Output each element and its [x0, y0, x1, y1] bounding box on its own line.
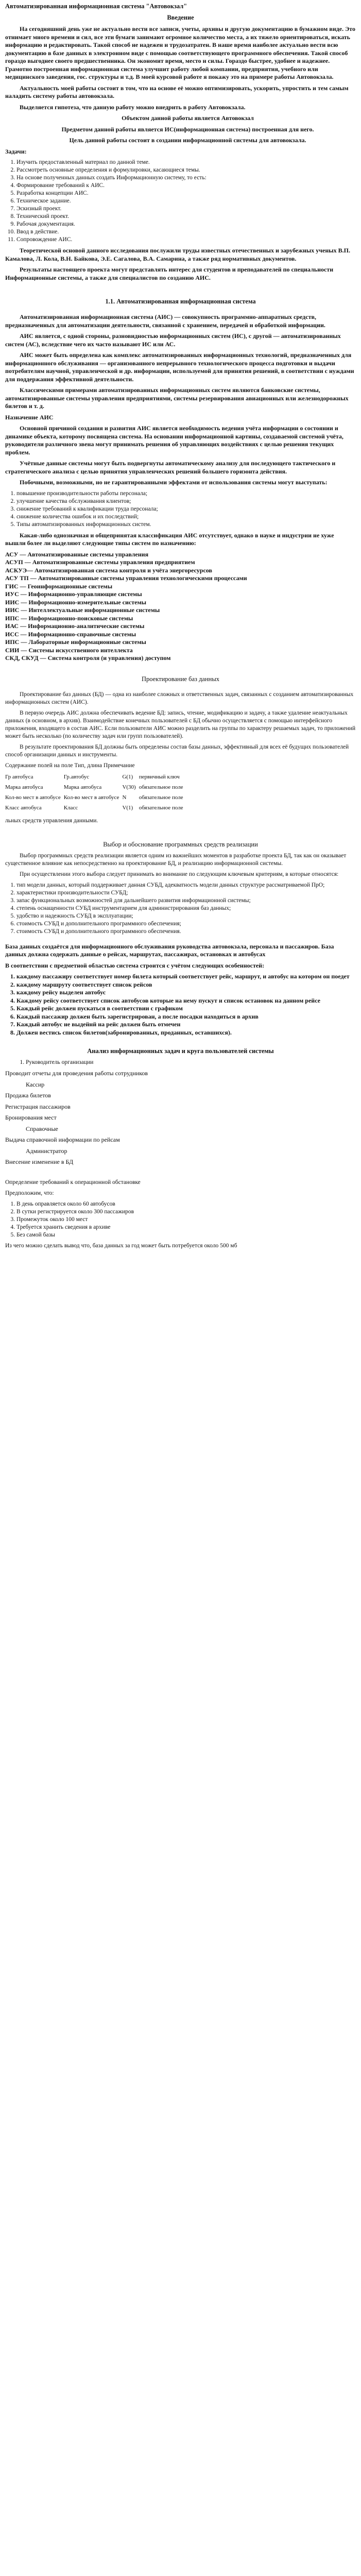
list-item: 4. снижение количества ошибок и их последствий; [16, 513, 356, 521]
list-item: 8. Технический проект. [16, 213, 356, 221]
list-item: 1. Руководитель организации [26, 1059, 356, 1066]
base-paragraph-1: База данных создаётся для информационного обслуживания руководства автовокзала, персонала и пассажиров. База данных должна содержать данные о рейсах, маршрутах, пассажирах, остановках и автобусах [5, 942, 334, 958]
list-item: 3. На основе полученных данных создать Информационную систему, то есть: [16, 174, 356, 182]
list-item: ГИС — Геоинформационные системы [5, 582, 113, 590]
list-item: 1. тип модели данных, который поддерживает данная СУБД, адекватность модели данных структуре рассматриваемой ПрО; [16, 882, 356, 889]
tasks-list [5, 159, 356, 244]
users-list [5, 1070, 356, 1166]
list-item: АСКУЭ— Автоматизированная система контроля и учёта энергоресурсов [5, 566, 212, 574]
list-item: 1. каждому пассажиру соответствует номер билета который соответствует рейс, маршрут, и автобус на котором он поедет [16, 973, 356, 981]
list-item: 2. каждому маршруту соответствует список рейсов [16, 981, 356, 989]
purpose-label: Назначение АИС [5, 413, 54, 421]
list-item: 1. повышение производительности работы персонала; [16, 490, 356, 498]
ais-paragraph-1: Автоматизированная информационная система (АИС) — совокупность программно-аппаратных средств, предназначенных для автоматизации деятельности, связанной с хранением, передачей и обработкой информации. [5, 313, 325, 329]
list-item: 10. Ввод в действие. [16, 228, 356, 236]
db-paragraph-1: Проектирование баз данных (БД) — одна из наиболее сложных и ответственных задач, связанных с созданием автоматизированных информационных систем (АИС). [5, 691, 354, 705]
list-item: 3. Промежуток около 100 мест [16, 1216, 356, 1224]
ais-paragraph-4: Классическими примерами автоматизированных информационных систем являются банковские системы, автоматизированные системы управления предприятиями, системы резервирования авиационных или железнодорожных билетов и т. д. [5, 386, 349, 410]
document-page [0, 0, 361, 1257]
list-item: 5. Без самой базы [16, 1231, 356, 1239]
intro-object: Объектом данной работы является Автовокзал [122, 114, 254, 122]
software-paragraph-2: При осуществлении этого выбора следует принимать во внимание по следующим ключевым критериям, в которые относятся: [20, 871, 339, 877]
list-item: АСУ ТП — Автоматизированные системы управления технологическими процессами [5, 574, 247, 582]
purpose-paragraph-1: Основной причиной создания и развития АИС является необходимость ведения учёта информации о состоянии и динамике объекта, которому посвящена система. На основании информационной картины, создаваемой системой учёта, руководители различного звена могут принимать решения об управляющих воздействиях с целью решения текущих проблем. [5, 425, 343, 456]
list-item: 1. Изучить предоставленный материал по данной теме. [16, 159, 356, 166]
list-item: 6. стоимость СУБД и дополнительного программного обеспечения; [16, 920, 356, 928]
list-item: ИУС — Информационно-управляющие системы [5, 590, 142, 598]
list-item: 1. В день оправляется около 60 автобусов [16, 1200, 356, 1208]
assumptions-list [5, 1200, 356, 1239]
purpose-paragraph-3: Побочными, возможными, но не гарантированными эффектами от использования системы могут выступать: [20, 479, 328, 486]
section-1-1-heading: 1.1. Автоматизированная информационная система [105, 298, 256, 305]
intro-goal: Цель данной работы состоит в создании информационной системы для автовокзала. [69, 137, 306, 144]
list-item: Продажа билетов [5, 1092, 51, 1099]
list-item: 4. Каждому рейсу соответствует список автобусов которые на нему пускут и список остановок на данном рейсе [16, 997, 356, 1005]
list-item: 4. степень оснащенности СУБД инструментарием для администрирования баз данных; [16, 905, 356, 912]
criteria-list [5, 882, 356, 936]
basis-paragraph-2: Результаты настоящего проекта могут представлять интерес для студентов и преподавателей по специальности Информационные системы, а также для специалистов по созданию АИС. [5, 266, 334, 281]
intro-paragraph-2: Актуальность моей работы состоит в том, что на основе её можно оптимизировать, ускорить, упростить и тем самым наладить систему работы автовокзала. [5, 84, 349, 99]
assume-label: Предположим, что: [5, 1190, 54, 1196]
list-item: 7. Эскизный проект. [16, 205, 356, 213]
list-item: ИПС — Информационно-поисковые системы [5, 614, 133, 622]
list-item: 7. Каждый автобус не выдейнй на рейс должен быть отмечен [16, 1021, 356, 1029]
intro-subject: Предметом данной работы является ИС(информационная система) построенная для него. [61, 125, 314, 133]
list-item: ИАС — Информационно-аналитические системы [5, 622, 145, 630]
list-item: Справочные [26, 1125, 58, 1132]
systems-list [5, 551, 356, 663]
list-item: 3. запас функциональных возможностей для дальнейшего развития информационной системы; [16, 897, 356, 905]
list-item: Внесение изменение в БД [5, 1158, 74, 1165]
list-item: 5. удобство и надежность СУБД в эксплуатации; [16, 912, 356, 920]
table-row: Кол-во мест в автобусе Кол-во мест в автобусе N обязательное поле [5, 794, 183, 801]
list-item: 5. Типы автоматизированных информационных систем. [16, 521, 356, 529]
fields-table [5, 773, 186, 814]
ais-paragraph-2: АИС является, с одной стороны, разновидностью информационных систем (ИС), с другой — автоматизированных систем (АС), вследствие чего их часто называют ИС или АС. [5, 332, 341, 348]
list-item: СИИ — Системы искусственного интеллекта [5, 646, 133, 654]
list-item: 4. Формирование требований к АИС. [16, 182, 356, 190]
analysis-heading: Анализ информационных задач и круга пользователей системы [87, 1047, 274, 1055]
list-item: Регистрация пассажиров [5, 1103, 71, 1110]
list-item: 8. Должен вестись список билетов(забронированных, проданных, оставшихся). [16, 1029, 356, 1037]
effects-list [5, 490, 356, 529]
list-item: ИИС — Информационно-измерительные системы [5, 598, 147, 606]
intro-heading: Введение [167, 14, 194, 21]
fields-header: Содержание полей на поле Тип, длина Примечание [5, 762, 135, 769]
list-item: 5. Разработка концепции АИС. [16, 190, 356, 197]
table-row: Гр автобуса Гр.автобус G(1) первичный ключ [5, 773, 180, 780]
list-item: 5. Каждый рейс должен пускаться в соответствии с графиком [16, 1005, 356, 1013]
db-design-heading: Проектирование баз данных [141, 675, 220, 683]
features-list [5, 973, 356, 1037]
list-item: Кассир [26, 1080, 45, 1088]
software-paragraph-1: Выбор программных средств реализации является одним из важнейших моментов в разработке проекта БД, так как он оказывает существенное влияние как непосредственно на проектирование БД, и реализацию информационной системы. [5, 852, 347, 867]
list-item: 6. Каждый пассажир должен быть зарегистрирован, а после посадки находиться в архив [16, 1013, 356, 1021]
document-title: Автоматизированная информационная система "Автовокзал" [5, 3, 187, 10]
list-item: 7. стоимость СУБД и дополнительного программного обеспечения. [16, 928, 356, 936]
list-item: АСУП — Автоматизированные системы управления предприятием [5, 558, 195, 566]
list-item: Администратор [26, 1147, 67, 1155]
tasks-label: Задачи: [5, 147, 27, 155]
db-paragraph-2: В первую очередь АИС должна обеспечивать ведение БД: запись, чтение, модификацию и задачу, а также удаление неактуальных данных (в основном, в архив). Взаимодействие конечных пользователей с БД обычно осуществляется с помощью интерфейсного приложения, входящего в состав АИС. Если пользователи АИС можно разделить на группы по характеру решаемых задач, то приложений может быть несколько (по количеству задач или групп пользователей). [5, 709, 356, 739]
list-item: 3. снижение требований к квалификации труда персонала; [16, 505, 356, 513]
list-item: 2. улучшение качества обслуживания клиентов; [16, 498, 356, 505]
list-item: 4. Требуется хранить сведения в архиве [16, 1224, 356, 1231]
db-paragraph-3: В результате проектирования БД должны быть определены состав базы данных, эффективный для всех её будущих пользователей способ организации данных и инструменты. [5, 743, 349, 758]
list-item: АСУ — Автоматизированные системы управления [5, 550, 149, 558]
list-item: 11. Сопровождение АИС. [16, 236, 356, 244]
list-item: Выдача справочной информации по рейсам [5, 1136, 120, 1143]
list-item: ИИС — Интеллектуальные информационные системы [5, 606, 160, 614]
purpose-paragraph-2: Учётные данные системы могут быть подвергнуты автоматическому анализу для последующего тактического и стратегического анализа с целью принятия управленческих решений большего горизонта действия. [5, 460, 336, 475]
software-heading: Выбор и обоснование программных средств реализации [103, 840, 258, 848]
list-item: Проводит отчеты для проведения работы сотрудников [5, 1070, 148, 1077]
intro-paragraph-1: На сегодняшний день уже не актуально вести все записи, учеты, архивы и другую документацию в бумажном виде. Это отнимает много времени и сил, все эти бумаги занимают огромное количество места, а их тяжело ориентироваться, искать информацию и редактировать. Такой способ не надежен и трудозатратен. В наше время наиболее актуально вести всю документацию в базе данных в электронном виде с помощью соответствующего программного обеспечения. Такой способ гораздо выгоднее своего предшественника. Он экономит время, место и силы. Гораздо быстрее, удобнее и надежнее. Грамотно построенная информационная система улучшит работу любой компании, предприятия, учебного или медицинского заведения, гос. структуры и т.д. В моей курсовой работе я покажу это на примере работы Автовокзала. [5, 25, 355, 80]
list-item: СКД, СКУД — Система контроля (и управления) доступом [5, 654, 171, 662]
users-intro [5, 1059, 356, 1066]
intro-paragraph-3: Выделяется гипотеза, что данную работу можно внедрить в работу Автовокзала. [20, 103, 246, 111]
basis-paragraph-1: Теоретической основой данного исследования послужили труды известных отечественных и зарубежных ученых В.П. Камалова, Л. Кола, В.Н. Байкова, Э.Е. Сагалова, В.А. Самарина, а также ряд нормативных документов. [5, 247, 350, 262]
list-item: 9. Рабочая документация. [16, 221, 356, 228]
base-paragraph-2: В соответствии с предметной областью система строится с учётом следующих особенностей: [5, 961, 265, 969]
list-item: 2. Рассмотреть основные определения и формулировки, касающиеся темы. [16, 166, 356, 174]
types-paragraph: Какая-либо однозначная и общепринятая классификация АИС отсутствует, однако в науке и индустрии не хуже вышли более ли выделяют следующие типы систем по назначению: [5, 531, 334, 547]
ops-heading: Определение требований к операционной обстановке [5, 1179, 141, 1185]
list-item: 3. каждому рейсу выделен автобус [16, 989, 356, 997]
table-row: Класс автобуса Класс V(1) обязательное поле [5, 804, 183, 811]
list-item: 6. Техническое задание. [16, 197, 356, 205]
list-item: 2. В сутки регистрируется около 300 пассажиров [16, 1208, 356, 1216]
list-item: Бронирования мест [5, 1114, 57, 1121]
list-item: ИСС — Информационно-справочные системы [5, 630, 136, 638]
list-item: ИПС — Лабораторные информационные системы [5, 638, 146, 646]
fields-note: льных средств управления данными. [5, 817, 98, 824]
ais-paragraph-3: АИС может быть определена как комплекс автоматизированных информационных технологий, предназначенных для информационного обслуживания — организованного непрерывного технологического процесса подготовки и выдачи потребителям научной, управленческой и др. информации, используемой для принятия решений, в соответствии с нуждами для поддержания эффективной деятельности. [5, 351, 354, 383]
final-paragraph: Из чего можно сделать вывод что, база данных за год может быть потребуется около 500 мб [5, 1242, 237, 1249]
table-row: Марка автобуса Марка автобуса V(30) обязательное поле [5, 784, 183, 790]
list-item: 2. характеристики производительности СУБД; [16, 889, 356, 897]
